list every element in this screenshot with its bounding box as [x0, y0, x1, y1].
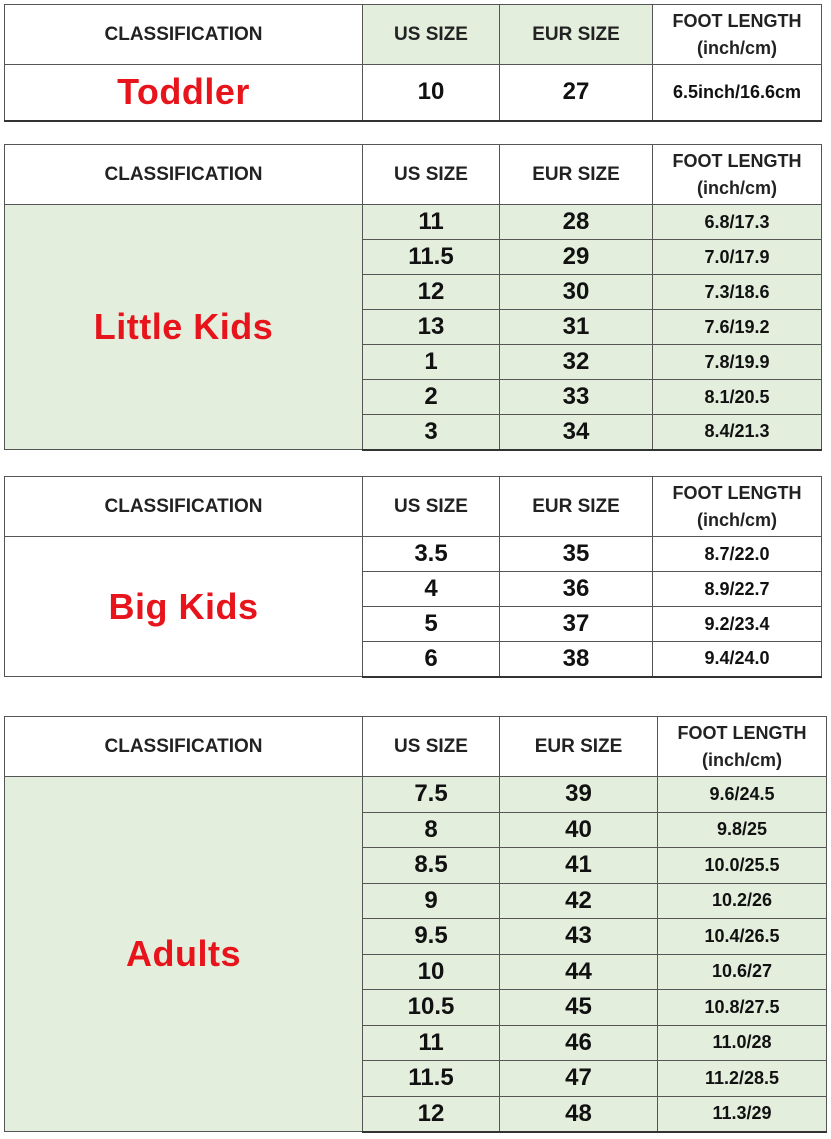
eur-size-cell: 46 [500, 1025, 658, 1061]
foot-length-cell: 7.3/18.6 [653, 275, 822, 310]
eur-size-cell: 31 [500, 310, 653, 345]
classification-toddler: Toddler [5, 65, 363, 121]
header-eur-size: EUR SIZE [500, 5, 653, 65]
us-size-cell: 11.5 [363, 1061, 500, 1097]
header-foot-length-line2: (inch/cm) [701, 749, 782, 770]
us-size-cell: 1 [363, 345, 500, 380]
header-eur-size: EUR SIZE [500, 717, 658, 777]
header-foot-length-line2: (inch/cm) [696, 177, 777, 198]
header-us-size: US SIZE [363, 5, 500, 65]
eur-size-cell: 40 [500, 812, 658, 848]
header-row [5, 5, 822, 65]
eur-size-cell: 33 [500, 380, 653, 415]
eur-size-cell: 27 [500, 65, 653, 121]
eur-size-cell: 42 [500, 883, 658, 919]
eur-size-cell: 41 [500, 848, 658, 884]
foot-length-cell: 8.7/22.0 [653, 537, 822, 572]
header-us-size: US SIZE [363, 145, 500, 205]
classification-big-kids: Big Kids [5, 537, 363, 677]
us-size-cell: 8 [363, 812, 500, 848]
eur-size-cell: 38 [500, 642, 653, 677]
foot-length-cell: 10.2/26 [658, 883, 827, 919]
foot-length-cell: 8.1/20.5 [653, 380, 822, 415]
foot-length-cell: 10.6/27 [658, 954, 827, 990]
foot-length-cell: 11.2/28.5 [658, 1061, 827, 1097]
us-size-cell: 3.5 [363, 537, 500, 572]
us-size-cell: 11 [363, 1025, 500, 1061]
header-us-size: US SIZE [363, 477, 500, 537]
header-classification: CLASSIFICATION [5, 477, 363, 537]
foot-length-cell: 7.6/19.2 [653, 310, 822, 345]
header-us-size: US SIZE [363, 717, 500, 777]
table-row [5, 65, 822, 121]
header-classification: CLASSIFICATION [5, 717, 363, 777]
eur-size-cell: 34 [500, 415, 653, 450]
us-size-cell: 5 [363, 607, 500, 642]
us-size-cell: 2 [363, 380, 500, 415]
us-size-cell: 12 [363, 1096, 500, 1132]
toddler-size-table [4, 4, 822, 122]
table-row [5, 537, 822, 572]
us-size-cell: 9 [363, 883, 500, 919]
us-size-cell: 7.5 [363, 777, 500, 813]
classification-adults: Adults [5, 777, 363, 1132]
header-classification: CLASSIFICATION [5, 5, 363, 65]
eur-size-cell: 36 [500, 572, 653, 607]
eur-size-cell: 37 [500, 607, 653, 642]
foot-length-cell: 11.3/29 [658, 1096, 827, 1132]
foot-length-cell: 9.8/25 [658, 812, 827, 848]
foot-length-cell: 7.8/19.9 [653, 345, 822, 380]
header-row [5, 717, 827, 777]
foot-length-cell: 6.5inch/16.6cm [653, 65, 822, 121]
foot-length-cell: 8.9/22.7 [653, 572, 822, 607]
us-size-cell: 11 [363, 205, 500, 240]
big-kids-size-table [4, 476, 822, 678]
table-row [5, 777, 827, 813]
us-size-cell: 12 [363, 275, 500, 310]
foot-length-cell: 9.4/24.0 [653, 642, 822, 677]
header-eur-size: EUR SIZE [500, 477, 653, 537]
header-foot-length [653, 145, 822, 205]
us-size-cell: 13 [363, 310, 500, 345]
header-row [5, 477, 822, 537]
eur-size-cell: 28 [500, 205, 653, 240]
header-eur-size: EUR SIZE [500, 145, 653, 205]
foot-length-cell: 9.6/24.5 [658, 777, 827, 813]
foot-length-cell: 10.0/25.5 [658, 848, 827, 884]
us-size-cell: 4 [363, 572, 500, 607]
us-size-cell: 3 [363, 415, 500, 450]
header-classification: CLASSIFICATION [5, 145, 363, 205]
header-foot-length-line1: FOOT LENGTH [677, 722, 807, 743]
header-foot-length [658, 717, 827, 777]
header-foot-length-line2: (inch/cm) [696, 37, 777, 58]
eur-size-cell: 47 [500, 1061, 658, 1097]
header-foot-length-line2: (inch/cm) [696, 509, 777, 530]
eur-size-cell: 30 [500, 275, 653, 310]
header-foot-length [653, 5, 822, 65]
us-size-cell: 10 [363, 954, 500, 990]
us-size-cell: 9.5 [363, 919, 500, 955]
us-size-cell: 11.5 [363, 240, 500, 275]
eur-size-cell: 45 [500, 990, 658, 1026]
eur-size-cell: 39 [500, 777, 658, 813]
header-row [5, 145, 822, 205]
classification-little-kids: Little Kids [5, 205, 363, 450]
header-foot-length-line1: FOOT LENGTH [672, 482, 802, 503]
foot-length-cell: 9.2/23.4 [653, 607, 822, 642]
eur-size-cell: 29 [500, 240, 653, 275]
foot-length-cell: 8.4/21.3 [653, 415, 822, 450]
header-foot-length [653, 477, 822, 537]
header-foot-length-line1: FOOT LENGTH [672, 10, 802, 31]
foot-length-cell: 7.0/17.9 [653, 240, 822, 275]
eur-size-cell: 32 [500, 345, 653, 380]
foot-length-cell: 10.8/27.5 [658, 990, 827, 1026]
table-row [5, 205, 822, 240]
eur-size-cell: 48 [500, 1096, 658, 1132]
header-foot-length-line1: FOOT LENGTH [672, 150, 802, 171]
adults-size-table [4, 716, 827, 1133]
little-kids-size-table [4, 144, 822, 451]
us-size-cell: 8.5 [363, 848, 500, 884]
foot-length-cell: 10.4/26.5 [658, 919, 827, 955]
us-size-cell: 6 [363, 642, 500, 677]
eur-size-cell: 43 [500, 919, 658, 955]
eur-size-cell: 35 [500, 537, 653, 572]
foot-length-cell: 11.0/28 [658, 1025, 827, 1061]
eur-size-cell: 44 [500, 954, 658, 990]
foot-length-cell: 6.8/17.3 [653, 205, 822, 240]
us-size-cell: 10 [363, 65, 500, 121]
us-size-cell: 10.5 [363, 990, 500, 1026]
